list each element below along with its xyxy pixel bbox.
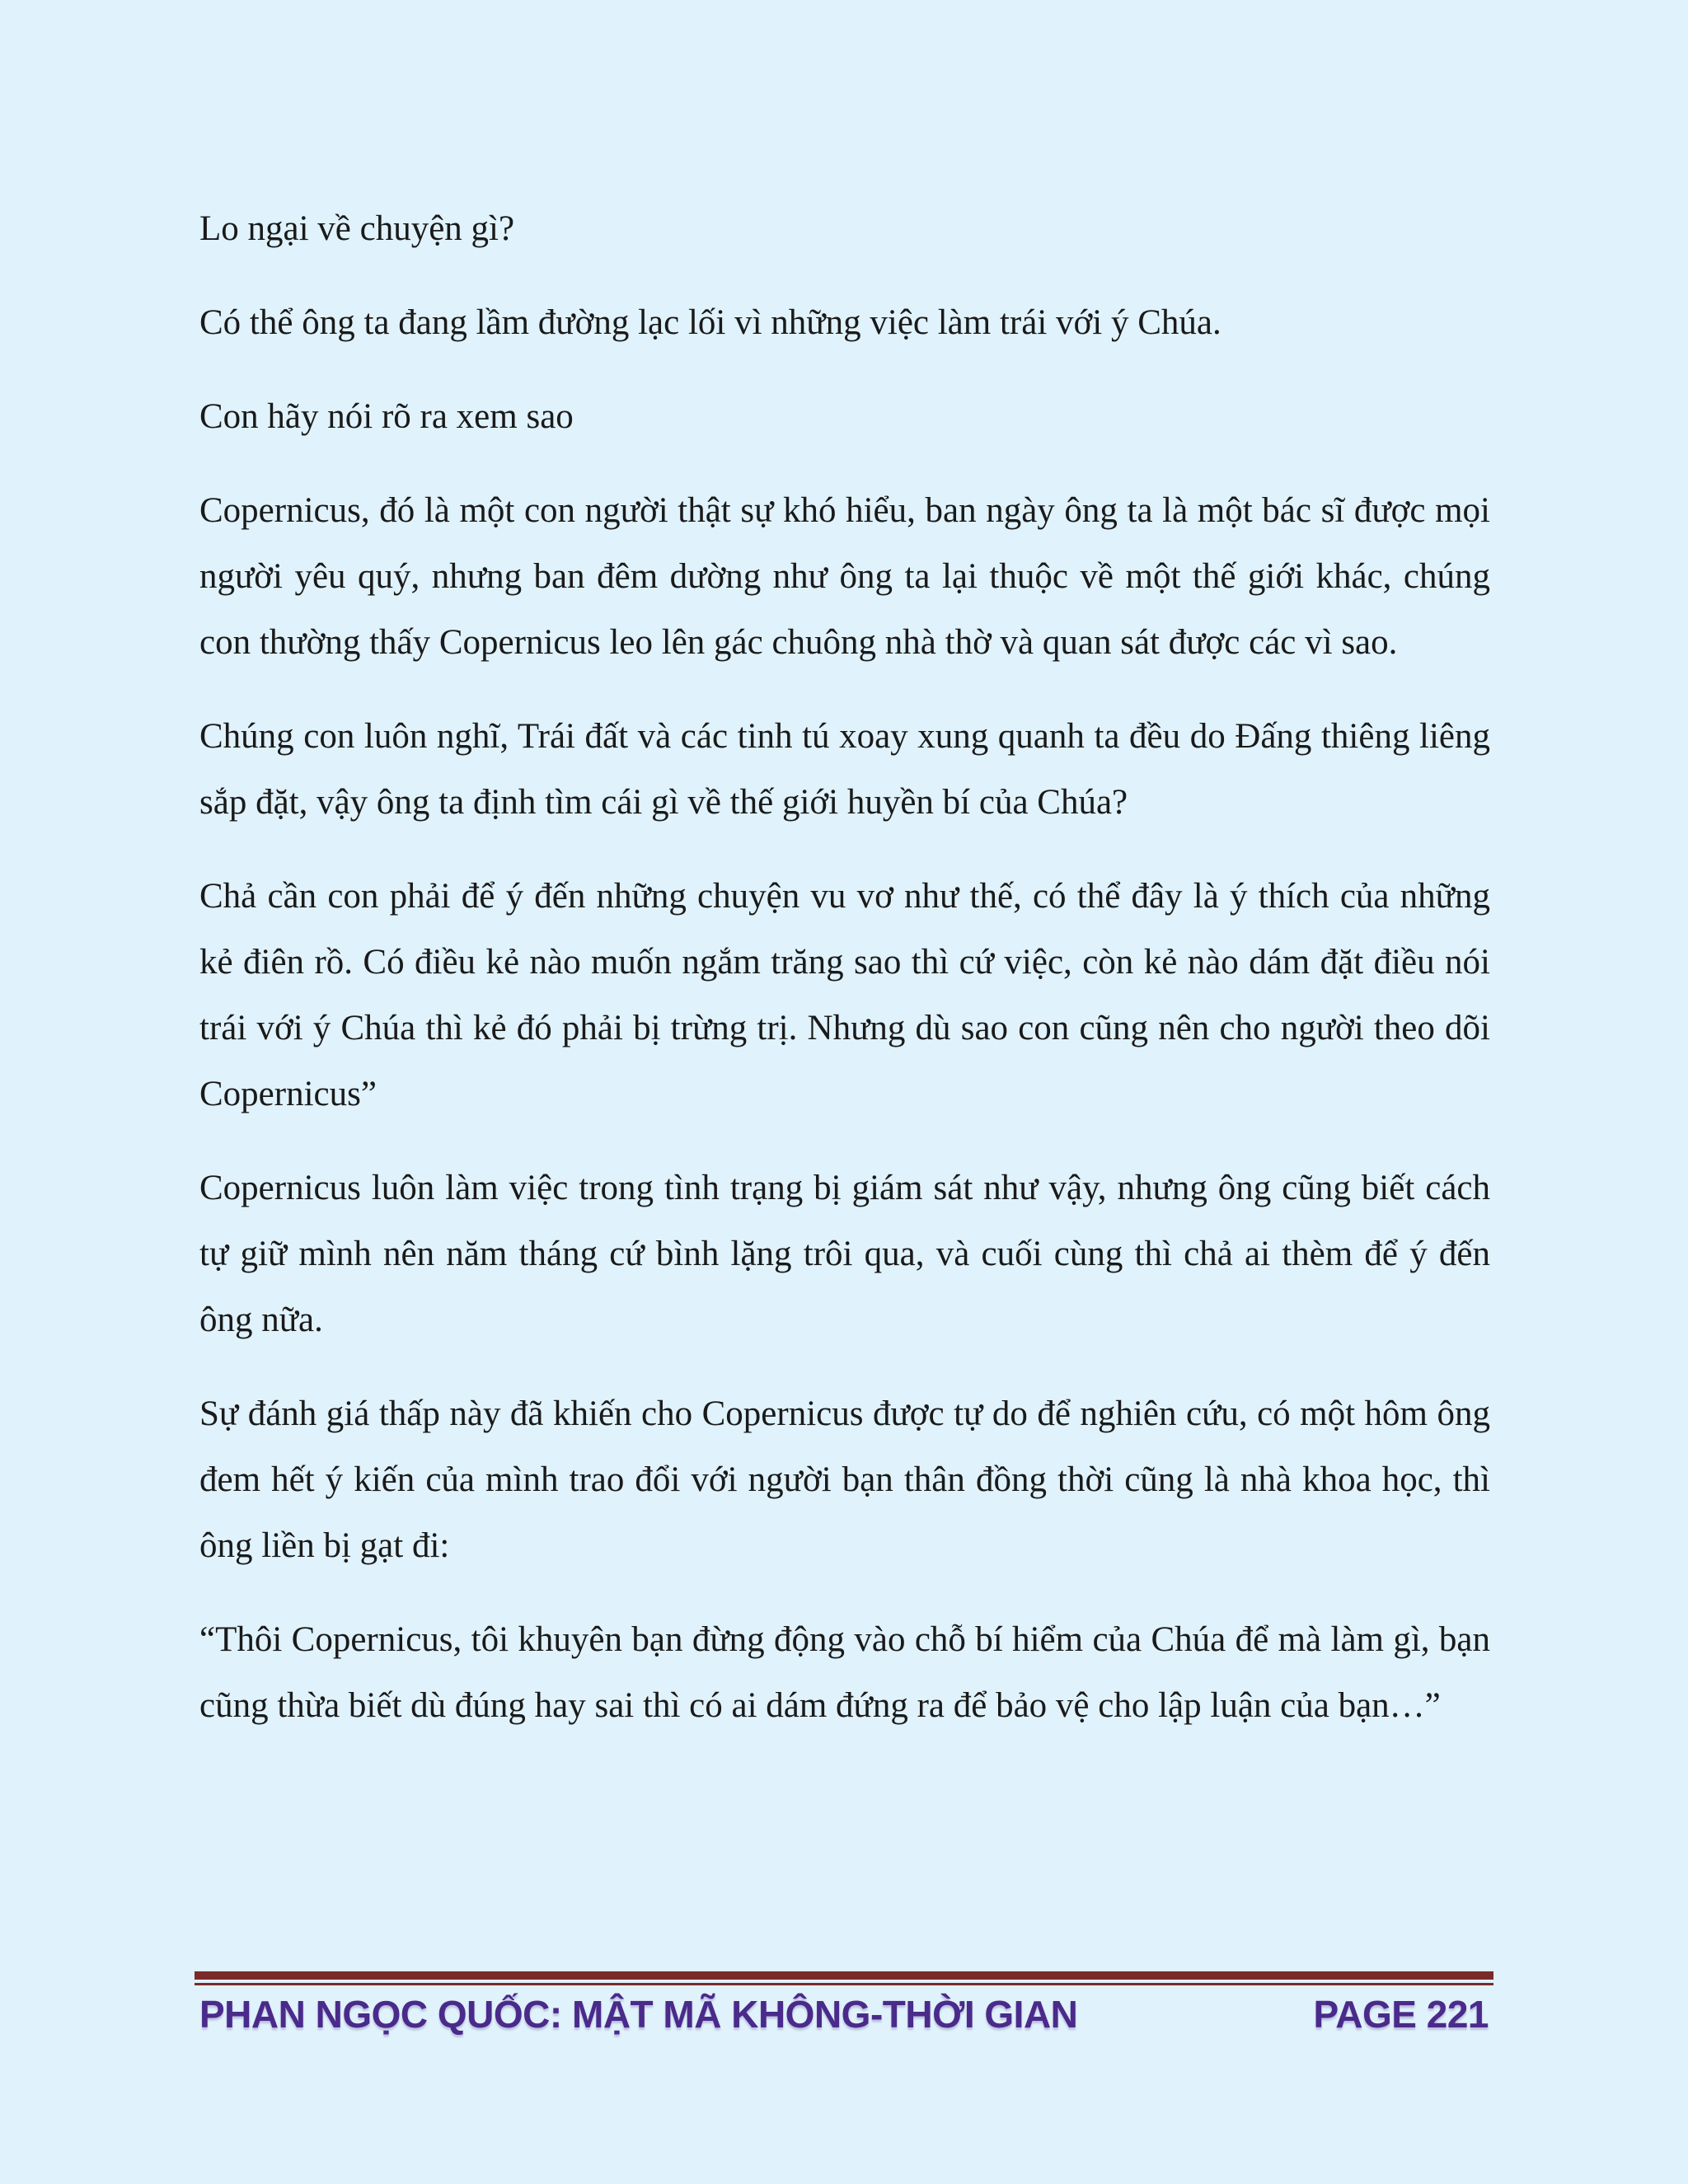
paragraph-6: Chả cần con phải để ý đến những chuyện vu vơ như thế, có thể đây là ý thích của những kẻ điên rồ. Có điều kẻ nào muốn ngắm trăng sao thì cứ việc, còn kẻ nào dám đặt điều nói trái với ý Chúa thì kẻ đó phải bị trừng trị. Nhưng dù sao con cũng nên cho người theo dõi Copernicus” xyxy=(199,877,1490,1113)
paragraph-8: Sự đánh giá thấp này đã khiến cho Copernicus được tự do để nghiên cứu, có một hôm ông đem hết ý kiến của mình trao đổi với người bạn thân đồng thời cũng là nhà khoa học, thì ông liền bị gạt đi: xyxy=(199,1394,1490,1565)
footer-book-title: PHAN NGỌC QUỐC: MẬT MÃ KHÔNG-THỜI GIAN xyxy=(199,1993,1078,2036)
paragraph-3: Con hãy nói rõ ra xem sao xyxy=(199,397,574,436)
footer-rule-thick xyxy=(195,1971,1493,1980)
page-footer xyxy=(195,1971,1493,2036)
paragraph-2: Có thể ông ta đang lầm đường lạc lối vì những việc làm trái với ý Chúa. xyxy=(199,303,1221,342)
footer-page-number: PAGE 221 xyxy=(1313,1993,1489,2036)
paragraph-7: Copernicus luôn làm việc trong tình trạng bị giám sát như vậy, nhưng ông cũng biết cách tự giữ mình nên năm tháng cứ bình lặng trôi qua, và cuối cùng thì chả ai thèm để ý đến ông nữa. xyxy=(199,1169,1490,1339)
body-text xyxy=(199,196,1490,1767)
footer-rule-thin xyxy=(195,1983,1493,1985)
paragraph-4: Copernicus, đó là một con người thật sự khó hiểu, ban ngày ông ta là một bác sĩ được mọi người yêu quý, nhưng ban đêm dường như ông ta lại thuộc về một thế giới khác, chúng con thường thấy Copernicus leo lên gác chuông nhà thờ và quan sát được các vì sao. xyxy=(199,491,1490,662)
paragraph-9: “Thôi Copernicus, tôi khuyên bạn đừng động vào chỗ bí hiểm của Chúa để mà làm gì, bạn cũng thừa biết dù đúng hay sai thì có ai dám đứng ra để bảo vệ cho lập luận của bạn…” xyxy=(199,1620,1490,1725)
paragraph-5: Chúng con luôn nghĩ, Trái đất và các tinh tú xoay xung quanh ta đều do Đấng thiêng liêng sắp đặt, vậy ông ta định tìm cái gì về thế giới huyền bí của Chúa? xyxy=(199,717,1490,822)
paragraph-1: Lo ngại về chuyện gì? xyxy=(199,209,515,248)
